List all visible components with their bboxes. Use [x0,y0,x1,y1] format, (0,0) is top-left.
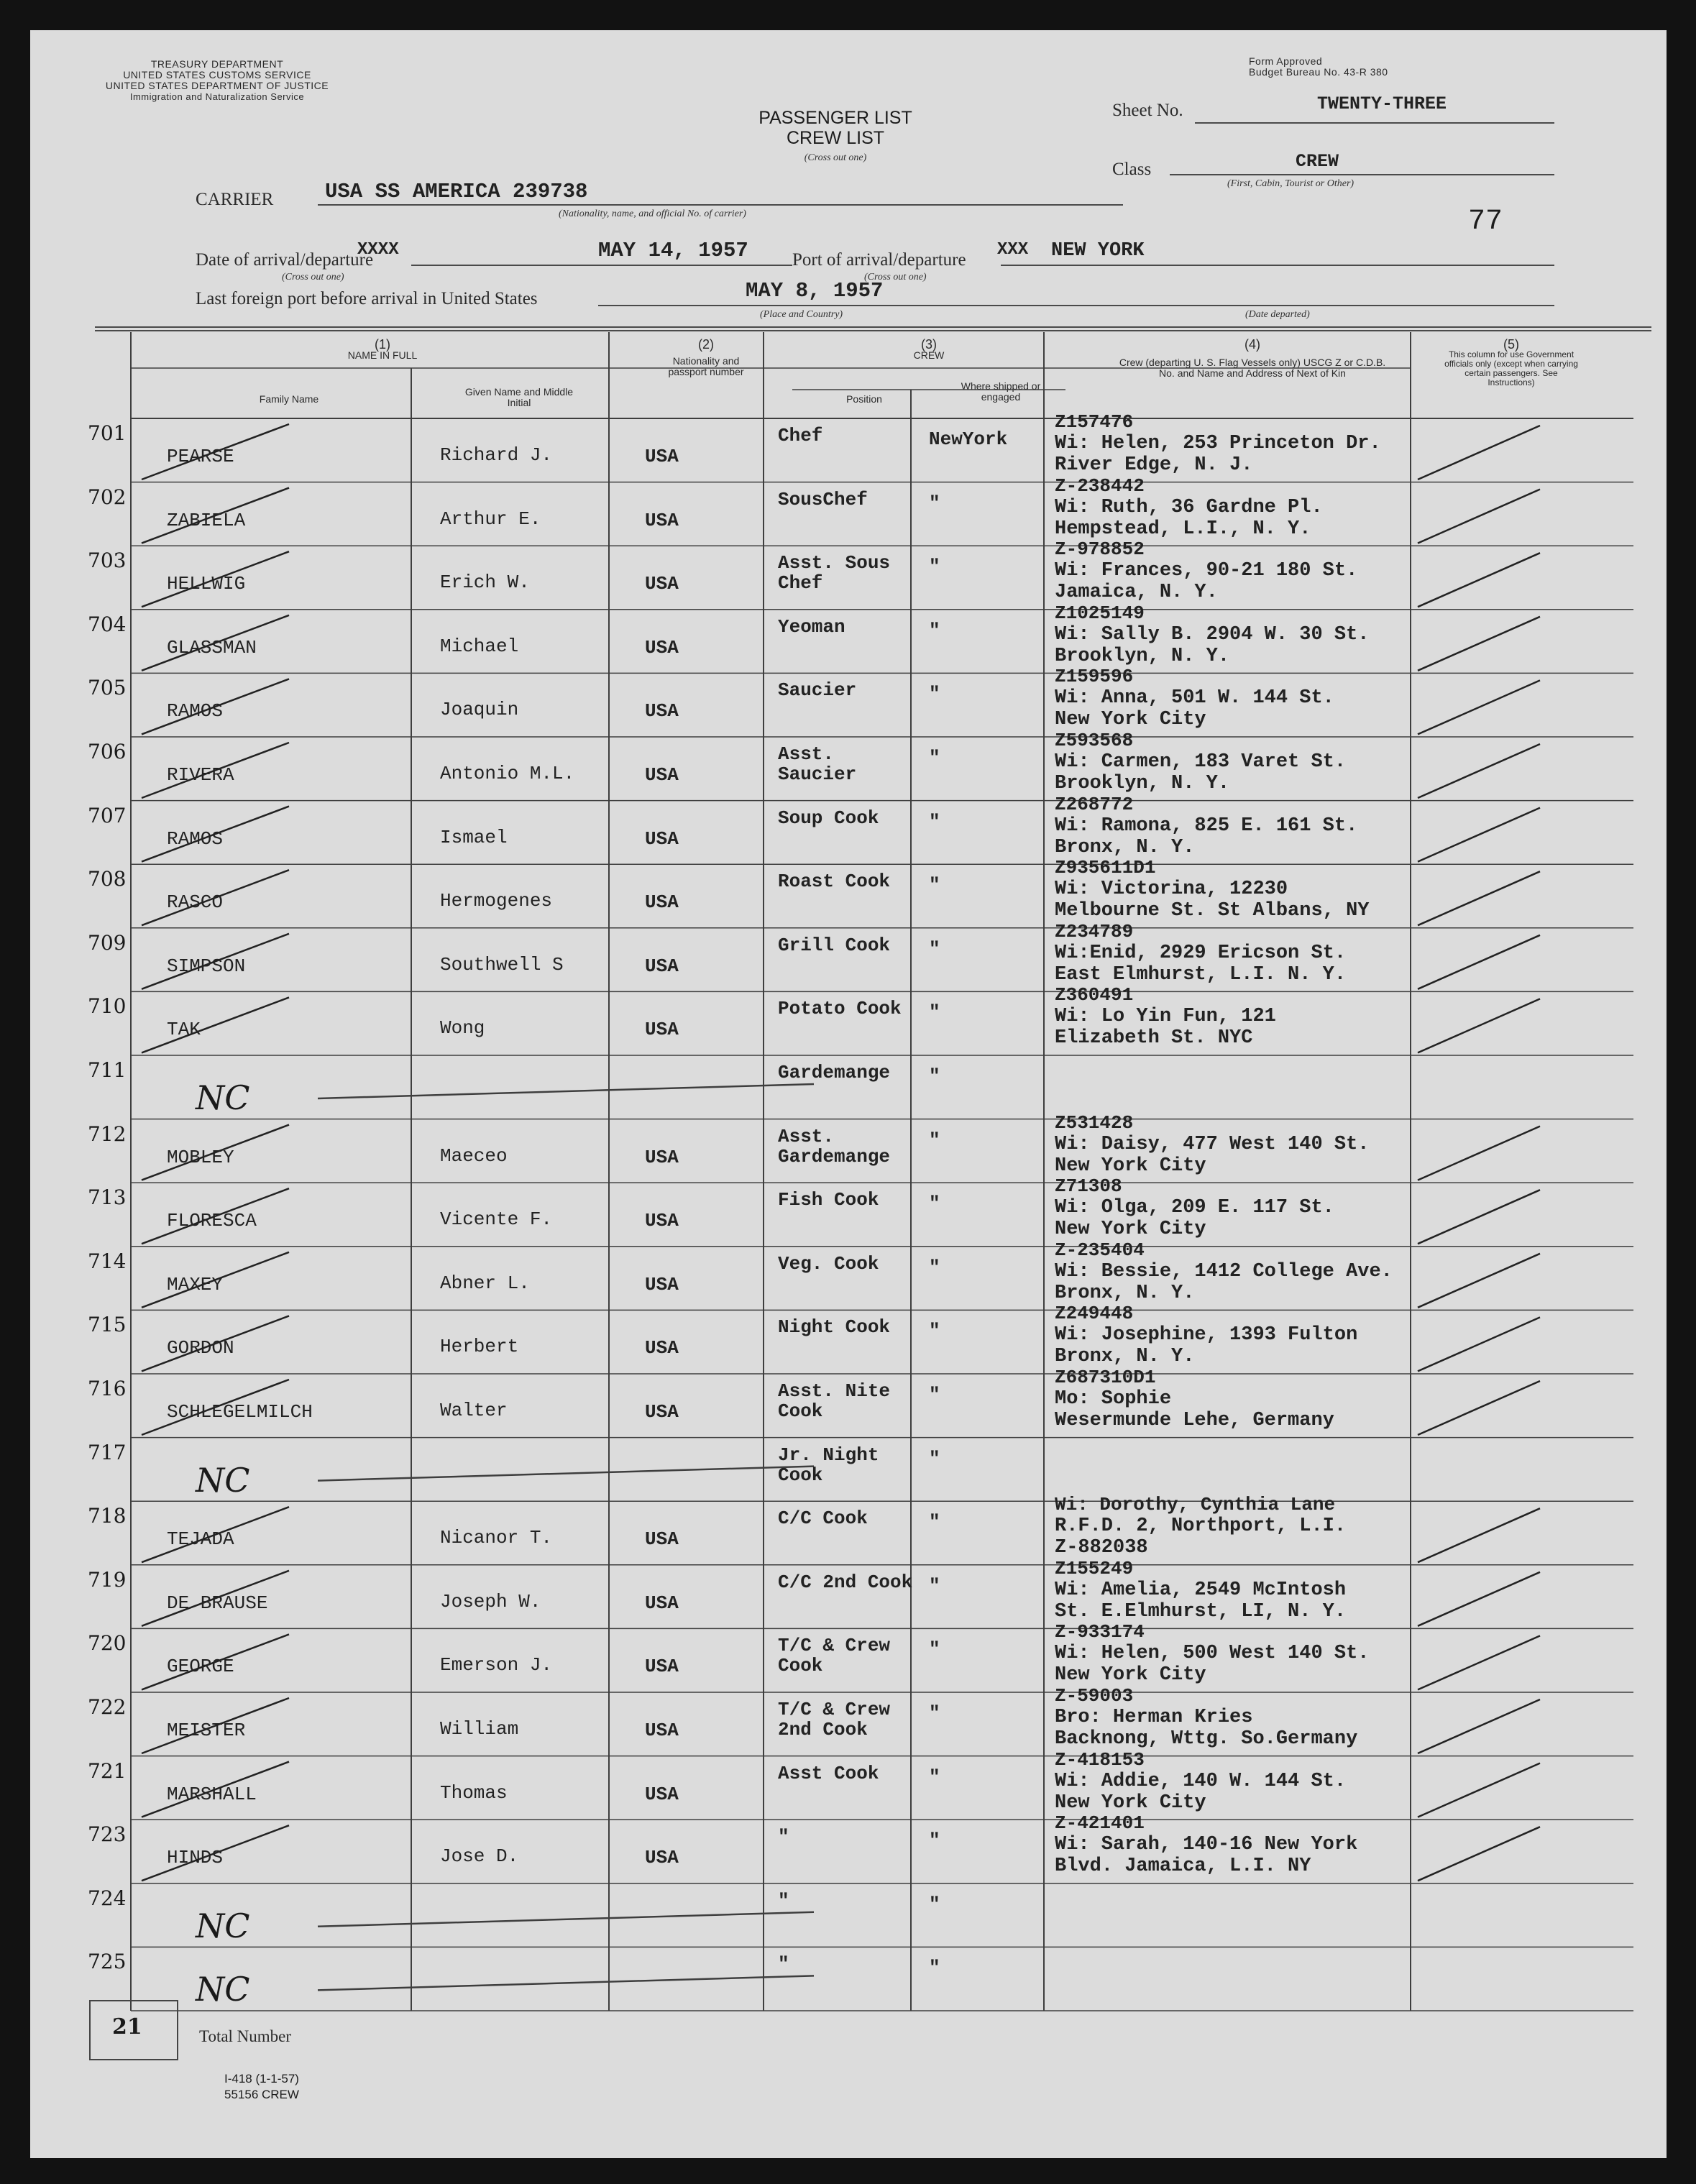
kin-line-2: Wi: Ruth, 36 Gardne Pl. [1055,496,1323,518]
where-shipped: " [929,1893,940,1915]
row-number: 723 [88,1822,127,1847]
family-name: RASCO [167,891,224,914]
kin-line-3: New York City [1055,1155,1206,1177]
kin-line-3: Z-882038 [1055,1537,1148,1559]
kin-line-3: River Edge, N. J. [1055,454,1253,476]
col4-title: Crew (departing U. S. Flag Vessels only) USCG Z or C.D.B. No. and Name and Address of Next of Kin [1119,357,1386,379]
check-stroke [1418,1254,1540,1308]
nationality: USA [645,573,679,595]
where-shipped-header: Where shipped or engaged [961,380,1041,403]
kin-line-1: Z-238442 [1055,474,1145,497]
title-passenger-list: PASSENGER LIST [758,108,912,128]
row-number: 711 [88,1058,127,1082]
family-name: DE BRAUSE [167,1592,268,1614]
kin-line-2: Wi: Lo Yin Fun, 121 [1055,1006,1276,1028]
kin-line-3: New York City [1055,1791,1206,1814]
where-shipped: " [929,810,940,832]
kin-line-3: New York City [1055,1219,1206,1241]
agency-line-2: UNITED STATES CUSTOMS SERVICE [123,69,311,81]
nationality: USA [645,636,679,659]
date-cross-out: (Cross out one) [282,272,344,283]
kin-line-1: Z-235404 [1055,1239,1145,1261]
check-stroke [1418,617,1540,671]
position: " [778,1889,789,1912]
kin-line-2: Wi: Frances, 90-21 180 St. [1055,560,1358,582]
check-stroke [1418,1190,1540,1244]
position: Asst. Gardemange [778,1125,891,1167]
where-shipped: " [929,1957,940,1979]
where-shipped: " [929,747,940,768]
kin-line-1: Z593568 [1055,730,1134,751]
kin-line-2: Wi: Ramona, 825 E. 161 St. [1055,815,1358,837]
where-shipped: " [929,1830,940,1852]
family-name: HINDS [167,1847,224,1869]
last-port-caption: (Place and Country) [760,309,843,320]
check-stroke [1418,871,1540,925]
position: Soup Cook [778,807,879,829]
given-name: Nicanor T. [440,1527,553,1549]
last-port-label: Last foreign port before arrival in United States [196,289,538,308]
check-stroke [1418,808,1540,862]
nationality: USA [645,1528,679,1551]
check-stroke [1418,935,1540,989]
given-name: Richard J. [440,444,553,466]
row-number: 722 [88,1695,127,1719]
where-shipped: " [929,492,940,514]
kin-line-2: Wi: Carmen, 183 Varet St. [1055,751,1347,773]
row-number: 720 [88,1631,127,1656]
family-name: FLORESCA [167,1210,257,1232]
kin-line-3: Brooklyn, N. Y. [1055,645,1230,667]
nationality: USA [645,891,679,914]
where-shipped: " [929,937,940,960]
family-name: MOBLEY [167,1146,234,1168]
family-name: GORDON [167,1337,234,1359]
col1-number: (1) [375,337,390,352]
kin-line-3: Elizabeth St. NYC [1055,1027,1253,1050]
row-number: 715 [88,1313,127,1337]
kin-line-3: New York City [1055,1664,1206,1687]
given-name: Abner L. [440,1272,530,1294]
check-stroke [1418,744,1540,798]
kin-line-1: Z71308 [1055,1175,1122,1198]
position: Roast Cook [778,871,891,893]
crew-code: 55156 CREW [224,2088,299,2101]
kin-line-1: Z-421401 [1055,1812,1145,1835]
given-name: Arthur E. [440,508,541,530]
position: Asst. Saucier [778,743,857,785]
agency-line-4: Immigration and Naturalization Service [129,91,305,102]
kin-line-1: Wi: Dorothy, Cynthia Lane [1055,1494,1336,1516]
kin-line-2: Wi: Amelia, 2549 McIntosh [1055,1579,1347,1601]
kin-line-2: Wi: Josephine, 1393 Fulton [1055,1324,1358,1346]
not-counted-strike [318,1912,814,1927]
position: T/C & Crew 2nd Cook [778,1699,891,1740]
kin-line-1: Z157476 [1055,411,1134,433]
kin-line-1: Z1025149 [1055,602,1145,624]
position: Saucier [778,679,857,702]
nationality: USA [645,509,679,531]
kin-line-2: Wi: Sarah, 140-16 New York [1055,1834,1358,1856]
position: Asst. Nite Cook [778,1380,891,1422]
given-name: William [440,1718,519,1740]
family-name: MAXEY [167,1273,224,1295]
position: Potato Cook [778,998,902,1020]
nationality: USA [645,955,679,977]
not-counted-mark: NC [196,1460,250,1500]
nationality: USA [645,446,679,467]
kin-line-2: Wi: Daisy, 477 West 140 St. [1055,1133,1370,1155]
family-name: RIVERA [167,764,234,786]
col3-title: CREW [913,349,945,361]
nationality: USA [645,1847,679,1869]
sheet-no-label: Sheet No. [1112,101,1183,120]
where-shipped: " [929,683,940,705]
kin-line-1: Z360491 [1055,984,1134,1006]
col5-number: (5) [1503,337,1519,352]
where-shipped: " [929,1702,940,1724]
nationality: USA [645,1146,679,1168]
where-shipped: " [929,1511,940,1533]
kin-line-3: Hempstead, L.I., N. Y. [1055,518,1311,540]
check-stroke [1418,553,1540,607]
carrier-label: CARRIER [196,190,274,209]
family-name: HELLWIG [167,573,246,595]
given-name: Erich W. [440,572,530,594]
not-counted-strike [318,1467,814,1481]
position: Jr. Night Cook [778,1444,879,1486]
port-xxx: XXX [997,240,1029,260]
kin-line-3: Melbourne St. St Albans, NY [1055,900,1370,922]
nationality: USA [645,764,679,786]
given-name: Antonio M.L. [440,763,575,784]
kin-line-3: Backnong, Wttg. So.Germany [1055,1728,1358,1750]
class-caption: (First, Cabin, Tourist or Other) [1227,178,1354,189]
position: " [778,1953,789,1976]
position: Veg. Cook [778,1252,879,1275]
nationality: USA [645,700,679,722]
given-name: Michael [440,635,519,657]
kin-line-1: Z249448 [1055,1303,1134,1325]
nationality: USA [645,1656,679,1678]
kin-line-2: Wi: Anna, 501 W. 144 St. [1055,687,1334,710]
family-name: RAMOS [167,827,224,850]
given-name: Vicente F. [440,1208,553,1231]
row-number: 725 [88,1950,127,1974]
kin-line-1: Z-418153 [1055,1748,1145,1771]
col2-title: Nationality and passport number [668,355,744,377]
total-value: 21 [112,2014,142,2040]
kin-line-3: New York City [1055,709,1206,731]
kin-line-2: Wi: Olga, 209 E. 117 St. [1055,1197,1334,1219]
row-number: 703 [88,549,127,573]
nationality: USA [645,1592,679,1614]
position: C/C 2nd Cook [778,1571,913,1593]
given-name-header: Given Name and Middle Initial [464,386,574,408]
family-name: MARSHALL [167,1783,257,1805]
last-port-value: MAY 8, 1957 [746,279,884,303]
check-stroke [1418,1317,1540,1371]
check-stroke [1418,490,1540,543]
position: C/C Cook [778,1508,868,1530]
class-value: CREW [1296,151,1339,172]
position: " [778,1826,789,1848]
kin-line-1: Z-59003 [1055,1685,1134,1707]
date-xxxx: XXXX [357,240,399,260]
where-shipped: " [929,1129,940,1151]
family-name: RAMOS [167,700,224,722]
family-name-header: Family Name [259,393,319,405]
kin-line-2: R.F.D. 2, Northport, L.I. [1055,1515,1347,1538]
family-name: TAK [167,1019,201,1041]
where-shipped: " [929,1447,940,1469]
agency-line-1: TREASURY DEPARTMENT [150,58,284,70]
row-number: 713 [88,1185,127,1210]
date-departed-caption: (Date departed) [1245,309,1310,320]
kin-line-2: Wi: Victorina, 12230 [1055,878,1288,901]
check-stroke [1418,1381,1540,1435]
family-name: SIMPSON [167,955,246,977]
check-stroke [1418,1827,1540,1881]
where-shipped: " [929,1766,940,1788]
given-name: Maeceo [440,1144,508,1167]
kin-line-3: Bronx, N. Y. [1055,1346,1195,1368]
not-counted-strike [318,1084,814,1098]
where-shipped: " [929,1193,940,1215]
where-shipped: " [929,1001,940,1024]
given-name: Hermogenes [440,890,553,912]
given-name: Southwell S [440,953,564,976]
check-stroke [1418,999,1540,1052]
position: Fish Cook [778,1189,879,1211]
form-approved-line-1: Form Approved [1249,55,1323,67]
where-shipped: " [929,1065,940,1087]
where-shipped: " [929,1574,940,1597]
title-crew-list: CREW LIST [786,128,885,148]
given-name: Jose D. [440,1845,519,1868]
nationality: USA [645,1337,679,1359]
position: Chef [778,425,823,446]
row-number: 724 [88,1886,127,1910]
row-number: 716 [88,1377,127,1400]
not-counted-mark: NC [196,1078,250,1117]
given-name: Joseph W. [440,1590,541,1612]
position: SousChef [778,488,868,510]
position: Night Cook [778,1316,891,1339]
given-name: Walter [440,1400,508,1421]
check-stroke [1418,1635,1540,1689]
not-counted-mark: NC [196,1906,250,1945]
class-label: Class [1112,160,1152,179]
date-value: MAY 14, 1957 [598,239,748,262]
col5-title: This column for use Government officials only (except when carrying certain passengers. See Instructions) [1444,349,1578,387]
nationality: USA [645,1720,679,1741]
where-shipped: " [929,1638,940,1661]
kin-line-2: Mo: Sophie [1055,1388,1172,1410]
row-number: 702 [88,485,127,509]
row-number: 704 [88,612,127,636]
given-name: Thomas [440,1781,508,1804]
position: Grill Cook [778,934,891,956]
page-number: 77 [1468,206,1503,238]
carrier-value: USA SS AMERICA 239738 [325,180,588,203]
check-stroke [1418,1572,1540,1626]
row-number: 708 [88,867,127,891]
given-name: Herbert [440,1336,519,1358]
check-stroke [1418,680,1540,734]
kin-line-1: Z234789 [1055,920,1134,942]
position: Yeoman [778,615,845,638]
date-label: Date of arrival/departure [196,250,374,270]
kin-line-3: Bronx, N. Y. [1055,836,1195,858]
kin-line-2: Wi: Helen, 500 West 140 St. [1055,1643,1370,1665]
nationality: USA [645,1273,679,1295]
kin-line-1: Z935611D1 [1055,857,1156,879]
kin-line-3: East Elmhurst, L.I. N. Y. [1055,963,1347,986]
kin-line-2: Wi: Sally B. 2904 W. 30 St. [1055,623,1370,646]
carrier-caption: (Nationality, name, and official No. of carrier) [559,208,746,219]
where-shipped: " [929,619,940,641]
family-name: SCHLEGELMILCH [167,1401,313,1423]
where-shipped: " [929,1256,940,1278]
given-name: Joaquin [440,699,519,721]
form-number: I-418 (1-1-57) [224,2072,299,2086]
position: Asst Cook [778,1762,879,1784]
given-name: Emerson J. [440,1654,553,1676]
not-counted-mark: NC [196,1970,250,2009]
check-stroke [1418,1508,1540,1562]
kin-line-1: Z687310D1 [1055,1367,1156,1388]
kin-line-1: Z531428 [1055,1111,1134,1134]
port-label: Port of arrival/departure [792,250,966,270]
title-cross-out: (Cross out one) [804,152,867,163]
row-number: 701 [88,421,127,445]
check-stroke [1418,426,1540,480]
where-shipped: " [929,556,940,578]
kin-line-3: St. E.Elmhurst, LI, N. Y. [1055,1600,1347,1623]
kin-line-3: Brooklyn, N. Y. [1055,773,1230,794]
position: Gardemange [778,1062,891,1083]
kin-line-2: Wi: Addie, 140 W. 144 St. [1055,1770,1347,1792]
kin-line-3: Blvd. Jamaica, L.I. NY [1055,1855,1311,1878]
row-number: 718 [88,1504,127,1528]
row-number: 714 [88,1249,127,1273]
nationality: USA [645,1401,679,1423]
row-number: 712 [88,1121,127,1146]
where-shipped: " [929,1384,940,1405]
position: T/C & Crew Cook [778,1635,891,1677]
row-number: 721 [88,1758,127,1783]
nationality: USA [645,1210,679,1232]
row-number: 710 [88,994,127,1019]
kin-line-1: Z268772 [1055,793,1134,815]
kin-line-1: Z159596 [1055,666,1134,688]
family-name: TEJADA [167,1528,234,1551]
total-label: Total Number [199,2027,292,2045]
kin-line-1: Z155249 [1055,1557,1134,1579]
nationality: USA [645,827,679,850]
family-name: GLASSMAN [167,636,257,659]
row-number: 719 [88,1567,127,1592]
port-value: NEW YORK [1051,240,1145,262]
kin-line-1: Z-978852 [1055,538,1145,561]
check-stroke [142,997,289,1052]
kin-line-3: Bronx, N. Y. [1055,1282,1195,1304]
col2-number: (2) [698,337,714,352]
kin-line-3: Jamaica, N. Y. [1055,582,1218,604]
kin-line-1: Z-933174 [1055,1621,1145,1643]
given-name: Wong [440,1017,485,1040]
col1-title: NAME IN FULL [347,349,418,361]
kin-line-2: Wi: Bessie, 1412 College Ave. [1055,1260,1393,1283]
kin-line-2: Wi:Enid, 2929 Ericson St. [1055,942,1347,964]
row-number: 705 [88,676,127,700]
form-approved-line-2: Budget Bureau No. 43-R 380 [1249,66,1388,78]
port-cross-out: (Cross out one) [864,272,927,283]
kin-line-2: Wi: Helen, 253 Princeton Dr. [1055,433,1381,454]
family-name: GEORGE [167,1656,234,1678]
position-header: Position [846,393,882,405]
col3-number: (3) [921,337,937,352]
kin-line-3: Wesermunde Lehe, Germany [1055,1410,1334,1431]
nationality: USA [645,1783,679,1805]
row-number: 709 [88,930,127,955]
nationality: USA [645,1019,679,1041]
row-number: 706 [88,740,127,763]
position: Asst. Sous Chef [778,552,891,595]
family-name: ZABIELA [167,509,246,531]
col4-number: (4) [1245,337,1260,352]
row-number: 707 [88,803,127,827]
document-sheet [30,30,1667,2158]
where-shipped: " [929,874,940,896]
not-counted-strike [318,1976,814,1990]
where-shipped: NewYork [929,428,1008,450]
agency-line-3: UNITED STATES DEPARTMENT OF JUSTICE [105,80,329,91]
row-number: 717 [88,1440,127,1464]
total-box [89,2000,178,2060]
family-name: PEARSE [167,446,234,467]
check-stroke [1418,1699,1540,1753]
sheet-no-value: TWENTY-THREE [1317,93,1447,114]
check-stroke [1418,1763,1540,1817]
given-name: Ismael [440,826,508,848]
kin-line-2: Bro: Herman Kries [1055,1707,1253,1728]
family-name: MEISTER [167,1720,246,1741]
check-stroke [1418,1127,1540,1180]
where-shipped: " [929,1320,940,1342]
